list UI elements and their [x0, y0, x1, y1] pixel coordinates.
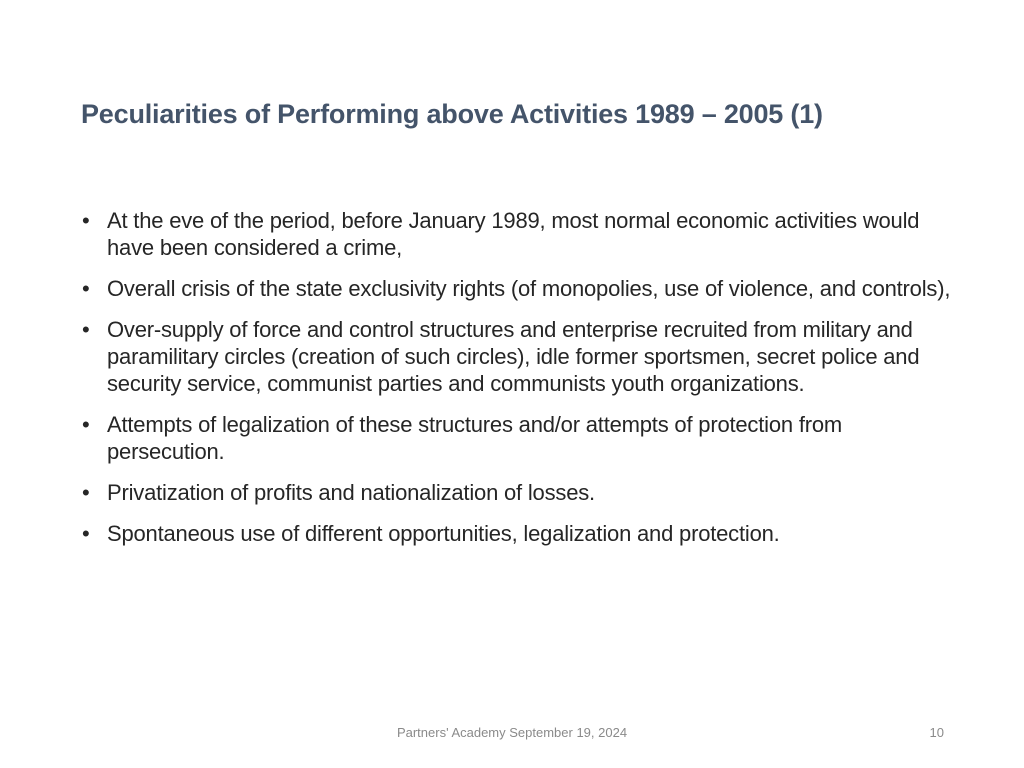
bullet-dot-icon: •: [82, 480, 90, 505]
bullet-dot-icon: •: [82, 521, 90, 546]
bullet-text: Spontaneous use of different opportunities, legalization and protection.: [107, 521, 780, 546]
bullet-text: Attempts of legalization of these structures and/or attempts of protection from persecution.: [107, 412, 843, 464]
bullet-item: [81, 316, 951, 397]
bullet-dot-icon: •: [82, 412, 90, 437]
bullet-dot-icon: •: [82, 317, 90, 342]
page-number: 10: [929, 725, 944, 740]
bullet-item: [81, 411, 951, 465]
bullet-dot-icon: •: [82, 276, 90, 301]
bullet-item: [81, 479, 951, 506]
bullet-list: [81, 207, 951, 561]
bullet-item: [81, 520, 951, 547]
footer-text: Partners' Academy September 19, 2024: [396, 725, 628, 740]
bullet-item: [81, 207, 951, 261]
bullet-text: Over-supply of force and control structures and enterprise recruited from military and paramilitary circles (creation of such circles), idle former sportsmen, secret police and security service, communist parties and communists youth organizations.: [107, 317, 920, 396]
bullet-text: Overall crisis of the state exclusivity rights (of monopolies, use of violence, and controls),: [107, 276, 951, 301]
bullet-item: [81, 275, 951, 302]
bullet-text: At the eve of the period, before January 1989, most normal economic activities would have been considered a crime,: [107, 208, 920, 260]
bullet-text: Privatization of profits and nationalization of losses.: [107, 480, 595, 505]
bullet-dot-icon: •: [82, 208, 90, 233]
slide-title: Peculiarities of Performing above Activities 1989 – 2005 (1): [81, 99, 823, 129]
